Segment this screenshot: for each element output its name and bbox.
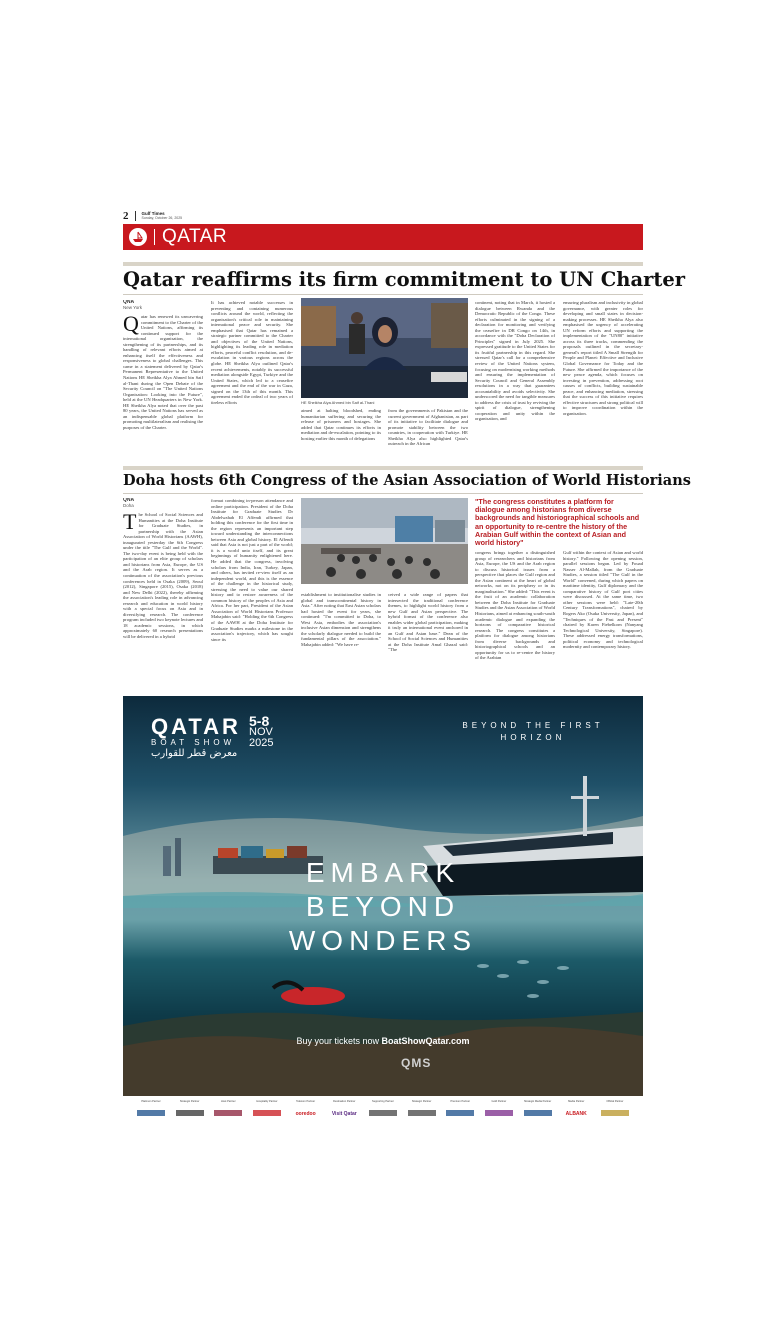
sponsor-logo: ALBANK bbox=[565, 1111, 587, 1117]
article2-headline: Doha hosts 6th Congress of the Asian Association of World Historians bbox=[123, 472, 691, 489]
sponsor-role-label: Strategic Partner bbox=[411, 1100, 432, 1103]
sponsor-logo bbox=[133, 1110, 169, 1118]
article2-pull-quote: "The congress constitutes a platform for dialogue among historians from diverse backgrounds and historiographical schools and an opportunity to re-centre the history of the Arabian Gulf within the context of Asian and world history" bbox=[475, 497, 640, 548]
issue-date: Sunday, October 26, 2025 bbox=[141, 216, 183, 220]
article1-photo bbox=[301, 298, 468, 398]
sponsor-logo bbox=[597, 1110, 633, 1118]
boat-show-advert[interactable] bbox=[123, 696, 643, 1096]
logo-sub: BOAT SHOW bbox=[151, 738, 236, 747]
sponsor-logo-mark bbox=[446, 1110, 474, 1116]
sponsor-logo bbox=[365, 1110, 401, 1118]
event-dates bbox=[249, 713, 274, 749]
divider bbox=[135, 211, 136, 221]
ticket-cta[interactable] bbox=[123, 1036, 643, 1046]
date-year: 2025 bbox=[249, 737, 274, 749]
date-month: NOV bbox=[249, 726, 273, 738]
sponsor-role-label: Hospitality Partner bbox=[256, 1100, 278, 1103]
byline-place: Doha bbox=[123, 503, 134, 508]
ship-logo-icon bbox=[129, 228, 147, 246]
article1-text-1: atar has renewed its unwavering commitment to the Charter of the United Nations, affirming its continued support for the international organisation, the strengthening of its partnerships, and its handling of relevant efforts aimed at enhancing itself the effectiveness and responsiveness to global challenges. This came in a statement delivered by Qatar's Permanent Representative to the United Nations HE Sheikha Alya Ahmed bin Saif al-Thani during the Open Debate of the Security Council on "The United Nations Organisation: Looking into the Future", held at the UN Headquarters in New York. HE Sheikha Alya noted that over the past 80 years, the United Nations has served as an indispensable global platform for promoting multilateralism and realising the purposes of the Charter. bbox=[123, 314, 203, 430]
masthead bbox=[123, 210, 643, 222]
headline-line: WONDERS bbox=[288, 925, 478, 956]
drop-cap: Q bbox=[123, 311, 139, 336]
paper-name: Gulf Times bbox=[141, 211, 165, 216]
sponsor-logo bbox=[520, 1110, 556, 1118]
banner-divider bbox=[154, 229, 155, 245]
cta-prefix: Buy your tickets now bbox=[296, 1036, 382, 1046]
article1-text-6: ensuring pluralism and inclusivity in global governance, with greater roles for developing and small states in decision-making processes. HE Sheikha Alya also emphasised the urgency of accelerating UN reform efforts and supporting the implementation of the "UN80" initiative across its three tracks, commending the proposals outlined in the secretary-general's report titled A Small Strength for People and Planet: Effective and Inclusive Global Governance for Today and the Future. She affirmed the importance of the new peace agenda, which focuses on investing in prevention, addressing root causes of conflicts, building sustainable peace, and enhancing mediation, stressing that the success of this initiative requires effective structures and strong political will to improve coordination within the organisation. bbox=[563, 300, 643, 416]
article2-text-3: establishment to institutionalise studies in global and transcontinental history in Asia." After noting that East Asian scholars had hosted the event for years, she continued: "I'm committed to Doha, to West Asia, embodies the association's inclusive Asian dimension and strengthens the scholarly dialogue needed to build the fundamental pillars of the association." Mahajabin added: "We have re- bbox=[301, 592, 381, 647]
newspaper-page bbox=[121, 208, 691, 1132]
article1-col4 bbox=[388, 408, 468, 468]
article2-col2 bbox=[211, 498, 293, 690]
sponsor-role-label: Official Partner bbox=[606, 1100, 624, 1103]
sponsor-logo-mark bbox=[137, 1110, 165, 1116]
headline-line: BEYOND bbox=[305, 891, 461, 922]
sponsor-strip bbox=[123, 1096, 643, 1132]
page-number: 2 bbox=[123, 210, 129, 222]
boat-show-logo bbox=[151, 716, 241, 760]
article2-byline bbox=[123, 498, 203, 508]
advert-headline bbox=[123, 856, 643, 958]
article2-text-5: congress brings together a distinguished group of researchers and historians from Asia, Europe, the US and the Arab region to discuss historical issues from a perspective that places the Gulf region and the Asian continent at the heart of global networks, not on its periphery or in its marginalisation." She added: "This event is the fruit of an academic collaboration between the Doha Institute for Graduate Studies and the Asian Association of World Historians, aimed at enhancing south-south academic dialogue and expanding the horizons of comparative historical research. The congress constitutes a platform for dialogue among historians from diverse backgrounds and historiographical schools and an opportunity for us to re-centre the history of the Arabian bbox=[475, 550, 555, 661]
sponsor-role-label: Destination Partner bbox=[333, 1100, 356, 1103]
byline-agency: QNA bbox=[123, 300, 135, 305]
drop-cap: T bbox=[123, 509, 137, 534]
article1-text-5: continent, noting that in March, it hosted a dialogue between Rwanda and the Democratic Republic of the Congo. These efforts culminated in the signing of a declaration for monitoring and verifying the ceasefire in DR Congo on 14th, in accordance with the "Doha Declaration of Principles" signed in July 2025. She expressed gratitude to the United States for its fruitful partnership in this regard. She stressed Qatar's call for a comprehensive review of the United Nations system, focusing on modernising working methods and ensuring the implementation of Security Council and General Assembly resolutions in a way that guarantees accountability and avoids selectivity. She underscored the need for tangible measures to address the crisis of trust by reviving the spirit of dialogue, strengthening cooperation and unity within the organisation, and bbox=[475, 300, 555, 422]
sponsor-logo bbox=[172, 1110, 208, 1118]
sponsor-role-label: Media Partner bbox=[568, 1100, 585, 1103]
article2-col5 bbox=[475, 550, 555, 690]
headline-line: EMBARK bbox=[305, 857, 461, 888]
sponsor-logo-mark bbox=[253, 1110, 281, 1116]
sponsor-role-label: Supporting Partner bbox=[372, 1100, 394, 1103]
sponsor-logo-mark bbox=[176, 1110, 204, 1116]
article1-text-2: It has achieved notable successes in preventing and containing numerous conflicts around the world, reflecting the organisation's critical role in maintaining international peace and security. She emphasised that Qatar has remained a strategic partner committed to the Charter and objectives of the United Nations, highlighting its leading role in mediation efforts, peaceful conflict resolution, and de-escalation in various regions across the globe. HE Sheikha Alya outlined Qatar's recent achievements, notably its successful mediation alongside Egypt, Turkiye and the United States, which led to a ceasefire agreement and the end of the war in Gaza, signed on the 13th of this month. This agreement ended the ordeal of two years of tireless efforts bbox=[211, 300, 293, 405]
sponsor-logo bbox=[210, 1110, 246, 1118]
article1-bottom-rule bbox=[123, 294, 643, 295]
sponsor-logo: Visit Qatar bbox=[331, 1111, 357, 1117]
ticket-link[interactable]: BoatShowQatar.com bbox=[381, 1036, 470, 1046]
article1-col2 bbox=[211, 300, 293, 468]
sponsor-logo-mark bbox=[214, 1110, 242, 1116]
sponsor-logo-mark bbox=[408, 1110, 436, 1116]
logo-word: QATAR bbox=[151, 714, 241, 739]
sponsor-role-label: Strategic Media Partner bbox=[523, 1100, 552, 1103]
sponsor-logo: ooredoo bbox=[295, 1111, 316, 1117]
sponsor-logo bbox=[249, 1110, 285, 1118]
logo-arabic: معرض قطر للقوارب bbox=[151, 748, 238, 759]
article1-col1 bbox=[123, 300, 203, 468]
article2-col1 bbox=[123, 498, 203, 690]
article2-text-2: format combining in-person attendance and online participation. President of the Doha Institute for Graduate Studies Dr Abdelwahab El Affendi affirmed that holding this conference for the first time in the region represents an important step toward understanding the interconnections between Asia and global history. El Affendi said that Asia is not just a part of the world; it is a world unto itself, and its great beginnings of humanity enlightened here. He added that the congress, involving scholars from India, Iran, Turkey, Japan, and others, has invited re-view itself as an independent world, and this is the essence of the challenge in the historical study, stressing the need to value our shared history and to restore awareness of the common history of the peoples of Asia and Africa. For her part, President of the Asian Association of World Historians Professor Mahajabin said: "Holding the 6th Congress of the AAWH at the Doha Institute for Graduate Studies marks a milestone in the association's trajectory, which has sought since its bbox=[211, 498, 293, 642]
sponsor-roles bbox=[133, 1100, 633, 1103]
article1-text-4: from the governments of Pakistan and the current government of Afghanistan, as part of its initiative to facilitate dialogue and promote stability between the two countries, in cooperation with Turkiye. HE Sheikha Alya also highlighted Qatar's outreach in the African bbox=[388, 408, 468, 447]
section-banner bbox=[123, 224, 643, 250]
article2-text-1: he School of Social Sciences and Humanities at the Doha Institute for Graduate Studies, in partnership with the Asian Association of World Historians (AAWH), inaugurated yesterday the 6th Congress under the title "The Gulf and the World". The two-day event is being held with the participation of an elite group of scholars and historians from Asia, Europe, the US and the Arab region. It serves as a continuation of the association's previous conferences held in Osaka (2009), Seoul (2012), Singapore (2015), Osaka (2018) and New Delhi (2022), thereby affirming the association's leading role in advancing research and education in world history with a special focus on Asia and in diversifying research. The conference program included two keynote lectures and 18 academic sessions, in which approximately 60 research presentations will be delivered in a hybrid bbox=[123, 512, 203, 640]
sponsor-role-label: Gold Partner bbox=[491, 1100, 507, 1103]
sponsor-role-label: Telecom Partner bbox=[296, 1100, 316, 1103]
sponsor-logo-mark bbox=[369, 1110, 397, 1116]
article1-col6 bbox=[563, 300, 643, 468]
article2-text-4: ceived a wide range of papers that intersected the traditional conference themes, to highlight world history from a new Gulf and Asian perspective. The hybrid format of the conference also enables wider global participation, making it truly an international event anchored in an Gulf and Asian base." Dean of the School of Social Sciences and Humanities at the Doha Institute Amal Ghazal said: "The bbox=[388, 592, 468, 653]
article1-col3 bbox=[301, 408, 381, 468]
qms-mark: QMS bbox=[401, 1056, 432, 1070]
article1-col5 bbox=[475, 300, 555, 468]
date-days: 5-8 bbox=[249, 713, 270, 729]
article1-top-rule bbox=[123, 262, 643, 266]
byline-agency: QNA bbox=[123, 498, 135, 503]
sponsor-logo bbox=[404, 1110, 440, 1118]
sponsor-logo bbox=[481, 1110, 517, 1118]
byline-place: New York bbox=[123, 305, 143, 310]
article2-photo bbox=[301, 498, 468, 584]
sponsor-logo-mark bbox=[601, 1110, 629, 1116]
article2-col6 bbox=[563, 550, 643, 690]
paper-brand bbox=[142, 211, 183, 221]
sponsor-logo-mark bbox=[524, 1110, 552, 1116]
sponsor-role-label: Host Partner bbox=[221, 1100, 236, 1103]
advert-tagline: BEYOND THE FIRST HORIZON bbox=[462, 721, 604, 742]
article2-bottom-rule bbox=[123, 493, 643, 494]
article1-photo-caption: HE Sheikha Alya Ahmed bin Saif al-Thani bbox=[301, 400, 375, 405]
sponsor-role-label: Premium Partner bbox=[450, 1100, 471, 1103]
sponsor-logo bbox=[442, 1110, 478, 1118]
sponsor-logos bbox=[133, 1110, 633, 1118]
article2-col3 bbox=[301, 592, 381, 690]
sponsor-logo-mark bbox=[485, 1110, 513, 1116]
article2-top-rule bbox=[123, 466, 643, 470]
article2-col4 bbox=[388, 592, 468, 690]
sponsor-role-label: Platinum Partner bbox=[141, 1100, 161, 1103]
sponsor-role-label: Strategic Partner bbox=[179, 1100, 200, 1103]
article1-text-3: aimed at halting bloodshed, ending humanitarian suffering and securing the release of prisoners and hostages. She added that Qatar continues its efforts in mediation and de-escalation, pointing to its hosting earlier this month of delegations bbox=[301, 408, 381, 441]
article1-headline: Qatar reaffirms its firm commitment to UN Charter bbox=[123, 268, 686, 291]
section-label: QATAR bbox=[162, 226, 228, 247]
article2-text-6: Gulf within the context of Asian and world history." Following the opening session, parallel sessions began. Led by Fouad Nasser Al-Mallah, from the Graduate Studies, a session titled "The Gulf in the World" convened, during which papers on maritime identity, Gulf diplomacy and the comparative history of Gulf port cities were discussed. At the same time, two other sessions were held: "Late-20th Century Transformations", chaired by Rogers Ako (Osaka University, Japan), and "Techniques of the Past and Present" chaired by Karen Fiebelkorn (Nanyang Technological University, Singapore). These addressed energy transformations, political economy and technological modernity and contemporary history. bbox=[563, 550, 643, 650]
article1-byline bbox=[123, 300, 203, 310]
